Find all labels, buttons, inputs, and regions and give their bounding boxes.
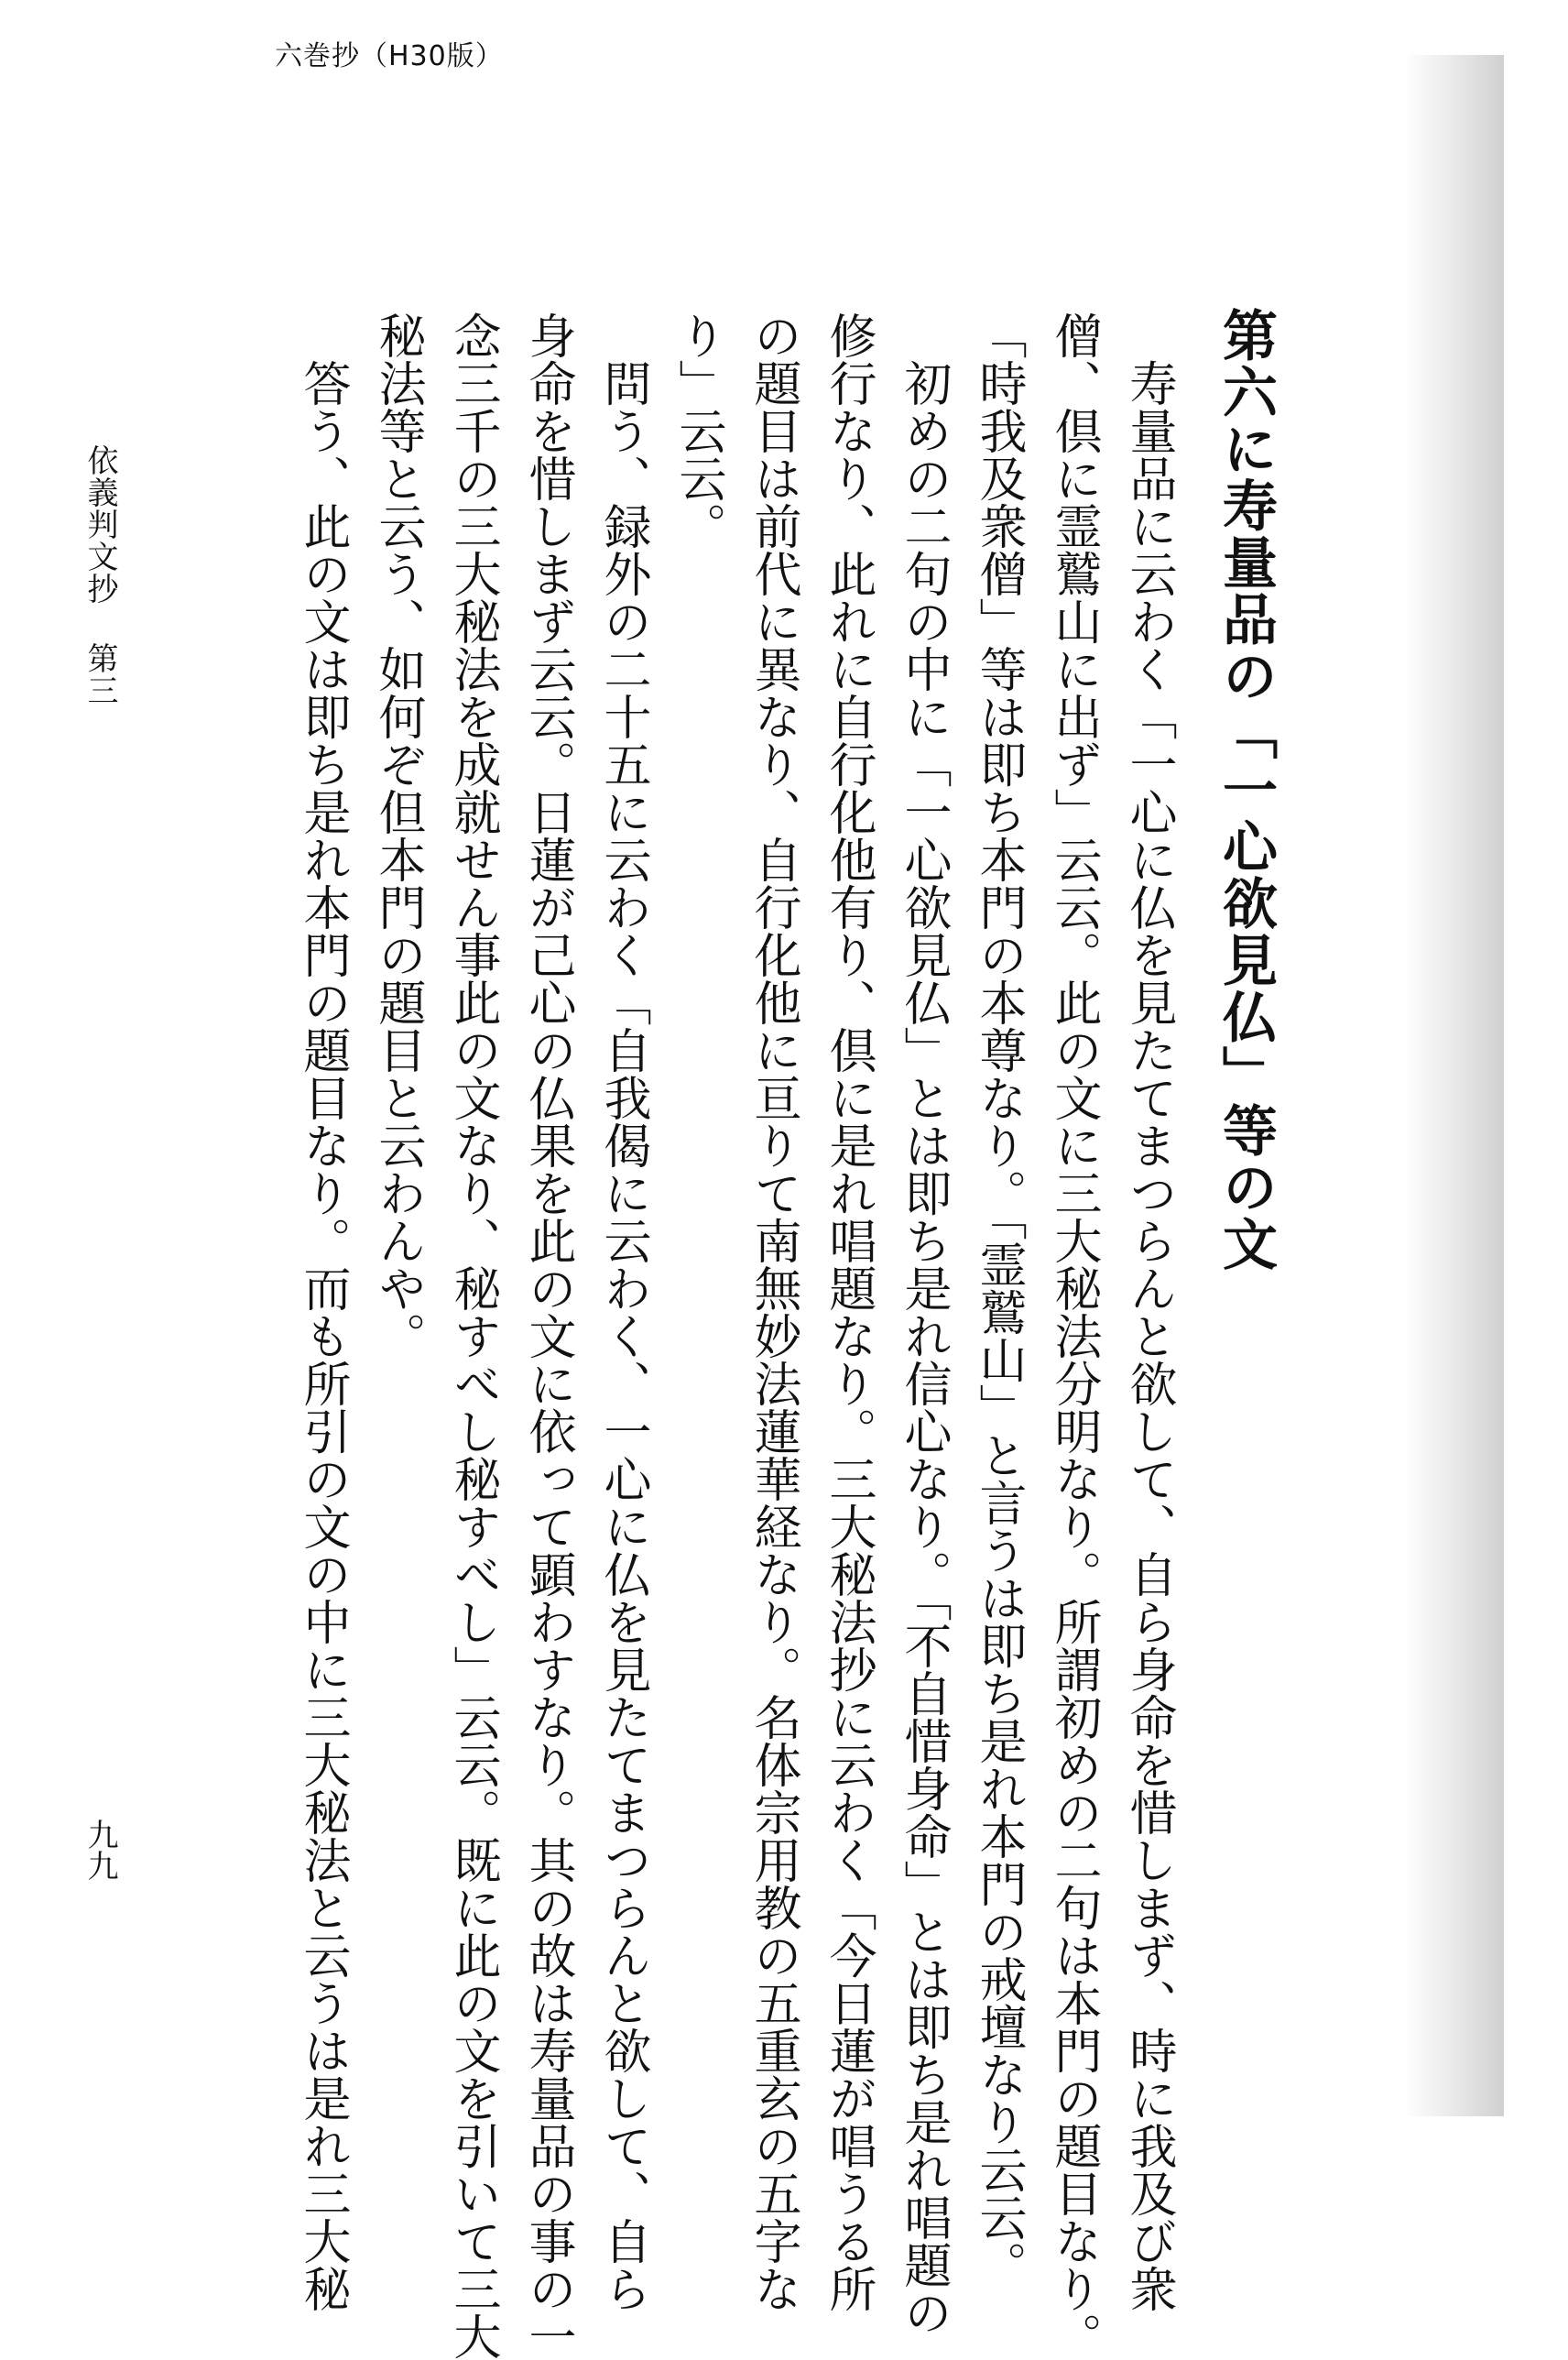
body-line-11: 秘法等と云う、如何ぞ但本門の題目と云わんや。	[370, 311, 425, 1360]
body-line-12: 答う、此の文は即ち是れ本門の題目なり。而も所引の文の中に三大秘法と云うは是れ三大秘	[295, 359, 350, 2312]
book-title-footer: 依義判文抄 第三	[82, 444, 118, 706]
scan-edge-shadow	[1403, 55, 1504, 2116]
body-line-5: 修行なり、此れに自行化他有り、倶に是れ唱題なり。三大秘法抄に云わく「今日蓮が唱うる所	[821, 311, 876, 2312]
page-number: 九九	[82, 1819, 118, 1881]
body-line-3: 「時我及衆僧」等は即ち本門の本尊なり。「霊鷲山」と言うは即ち是れ本門の戒壇なり云云。	[971, 311, 1026, 2289]
body-line-1: 寿量品に云わく「一心に仏を見たてまつらんと欲して、自ら身命を惜しまず、時に我及び衆	[1121, 359, 1176, 2312]
section-heading: 第六に寿量品の「一心欲見仏」等の文	[1214, 307, 1278, 1273]
running-head: 六巻抄（H30版）	[275, 40, 504, 72]
body-line-8: 問う、録外の二十五に云わく「自我偈に云わく、一心に仏を見たてまつらんと欲して、自ら	[595, 359, 650, 2312]
body-line-10: 念三千の三大秘法を成就せん事此の文なり、秘すべし秘すべし」云云。既に此の文を引いて三大	[445, 311, 500, 2360]
body-line-2: 僧、倶に霊鷲山に出ず」云云。此の文に三大秘法分明なり。所謂初めの二句は本門の題目なり。	[1046, 311, 1101, 2360]
body-line-7: り」云云。	[670, 311, 725, 550]
body-line-9: 身命を惜しまず云云。日蓮が己心の仏果を此の文に依って顕わすなり。其の故は寿量品の事の一	[520, 311, 575, 2360]
body-line-6: の題目は前代に異なり、自行化他に亘りて南無妙法蓮華経なり。名体宗用教の五重玄の五字な	[746, 311, 800, 2312]
body-line-4: 初めの二句の中に「一心欲見仏」とは即ち是れ信心なり。「不自惜身命」とは即ち是れ唱題の	[896, 359, 951, 2336]
